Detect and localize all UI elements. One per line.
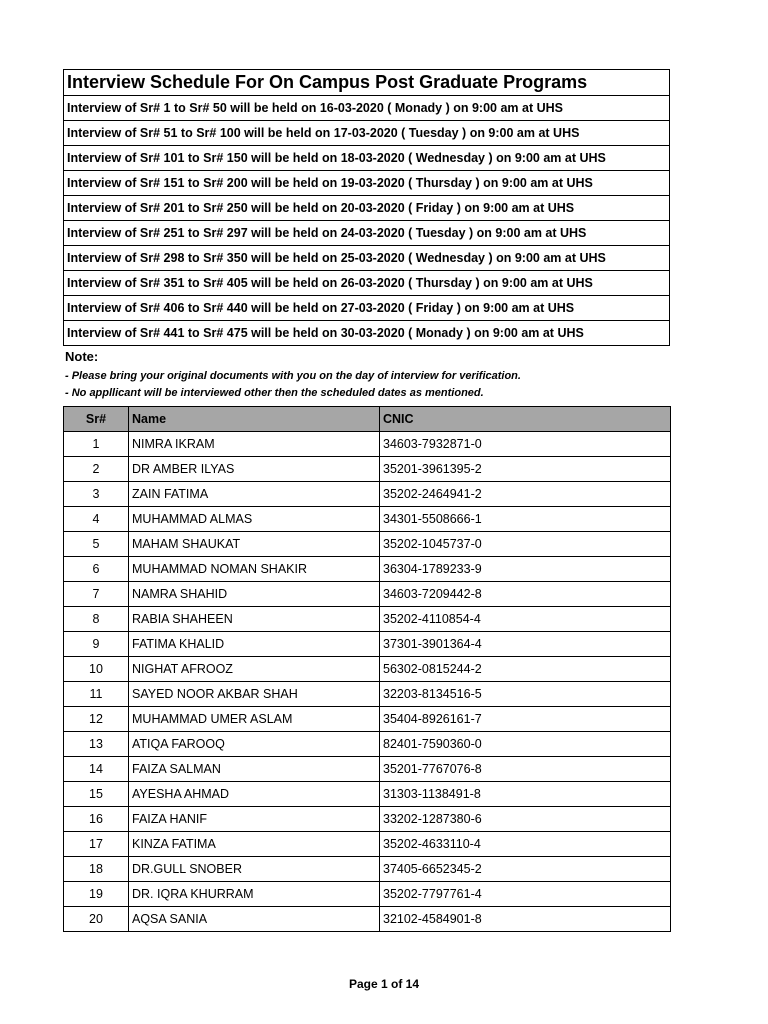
cell-cnic: 35201-7767076-8 [380,757,671,782]
table-row [64,757,671,782]
table-row [64,807,671,832]
cell-cnic: 34301-5508666-1 [380,507,671,532]
cell-name: FATIMA KHALID [129,632,380,657]
interview-schedule-table [63,69,670,346]
cell-name: NIMRA IKRAM [129,432,380,457]
cell-sr: 3 [64,482,129,507]
cell-sr: 13 [64,732,129,757]
table-row [64,507,671,532]
schedule-row [64,146,670,171]
cell-name: NAMRA SHAHID [129,582,380,607]
table-row [64,532,671,557]
cell-name: MUHAMMAD UMER ASLAM [129,707,380,732]
cell-cnic: 37301-3901364-4 [380,632,671,657]
cell-sr: 14 [64,757,129,782]
schedule-row-text: Interview of Sr# 151 to Sr# 200 will be held on 19-03-2020 ( Thursday ) on 9:00 am at UHS [64,171,670,196]
cell-cnic: 36304-1789233-9 [380,557,671,582]
schedule-row-text: Interview of Sr# 441 to Sr# 475 will be held on 30-03-2020 ( Monady ) on 9:00 am at UHS [64,321,670,346]
cell-sr: 6 [64,557,129,582]
schedule-title: Interview Schedule For On Campus Post Graduate Programs [64,70,670,96]
cell-sr: 20 [64,907,129,932]
schedule-row [64,171,670,196]
table-row [64,907,671,932]
table-row [64,582,671,607]
cell-name: MUHAMMAD NOMAN SHAKIR [129,557,380,582]
cell-cnic: 31303-1138491-8 [380,782,671,807]
column-header-sr: Sr# [64,407,129,432]
table-row [64,707,671,732]
cell-sr: 11 [64,682,129,707]
schedule-row [64,221,670,246]
cell-name: DR.GULL SNOBER [129,857,380,882]
schedule-row [64,246,670,271]
cell-sr: 1 [64,432,129,457]
table-row [64,782,671,807]
cell-cnic: 35202-2464941-2 [380,482,671,507]
table-row [64,457,671,482]
table-row [64,432,671,457]
cell-name: FAIZA SALMAN [129,757,380,782]
cell-name: AYESHA AHMAD [129,782,380,807]
cell-name: NIGHAT AFROOZ [129,657,380,682]
cell-name: DR AMBER ILYAS [129,457,380,482]
table-row [64,882,671,907]
table-row [64,632,671,657]
schedule-row-text: Interview of Sr# 101 to Sr# 150 will be held on 18-03-2020 ( Wednesday ) on 9:00 am at UHS [64,146,670,171]
applicant-table-header [64,407,671,432]
cell-name: DR. IQRA KHURRAM [129,882,380,907]
note-line: - Please bring your original documents with you on the day of interview for verification. [65,370,521,382]
cell-sr: 2 [64,457,129,482]
table-row [64,657,671,682]
schedule-row-text: Interview of Sr# 406 to Sr# 440 will be held on 27-03-2020 ( Friday ) on 9:00 am at UHS [64,296,670,321]
table-row [64,607,671,632]
cell-cnic: 56302-0815244-2 [380,657,671,682]
column-header-cnic: CNIC [380,407,671,432]
cell-cnic: 35201-3961395-2 [380,457,671,482]
cell-name: RABIA SHAHEEN [129,607,380,632]
cell-sr: 10 [64,657,129,682]
table-row [64,482,671,507]
column-header-name: Name [129,407,380,432]
cell-sr: 12 [64,707,129,732]
cell-sr: 4 [64,507,129,532]
schedule-row-text: Interview of Sr# 298 to Sr# 350 will be held on 25-03-2020 ( Wednesday ) on 9:00 am at UHS [64,246,670,271]
cell-name: AQSA SANIA [129,907,380,932]
applicant-table-body [64,432,671,932]
cell-cnic: 34603-7932871-0 [380,432,671,457]
schedule-row-text: Interview of Sr# 251 to Sr# 297 will be held on 24-03-2020 ( Tuesday ) on 9:00 am at UHS [64,221,670,246]
cell-cnic: 37405-6652345-2 [380,857,671,882]
schedule-row [64,121,670,146]
cell-sr: 7 [64,582,129,607]
cell-cnic: 32203-8134516-5 [380,682,671,707]
cell-cnic: 32102-4584901-8 [380,907,671,932]
schedule-row-text: Interview of Sr# 351 to Sr# 405 will be held on 26-03-2020 ( Thursday ) on 9:00 am at UHS [64,271,670,296]
table-row [64,857,671,882]
cell-sr: 19 [64,882,129,907]
cell-name: ATIQA FAROOQ [129,732,380,757]
cell-name: FAIZA HANIF [129,807,380,832]
table-row [64,732,671,757]
page-number: Page 1 of 14 [348,977,420,991]
cell-cnic: 34603-7209442-8 [380,582,671,607]
table-row [64,682,671,707]
cell-sr: 18 [64,857,129,882]
schedule-row-text: Interview of Sr# 1 to Sr# 50 will be held on 16-03-2020 ( Monady ) on 9:00 am at UHS [64,96,670,121]
cell-sr: 16 [64,807,129,832]
schedule-title-row [64,70,670,96]
table-row [64,557,671,582]
cell-cnic: 82401-7590360-0 [380,732,671,757]
note-heading: Note: [65,349,99,364]
cell-name: SAYED NOOR AKBAR SHAH [129,682,380,707]
schedule-row [64,271,670,296]
cell-cnic: 33202-1287380-6 [380,807,671,832]
cell-name: KINZA FATIMA [129,832,380,857]
cell-sr: 5 [64,532,129,557]
cell-cnic: 35202-4110854-4 [380,607,671,632]
cell-name: MAHAM SHAUKAT [129,532,380,557]
applicant-table [63,406,671,932]
cell-cnic: 35202-7797761-4 [380,882,671,907]
cell-cnic: 35202-4633110-4 [380,832,671,857]
cell-cnic: 35404-8926161-7 [380,707,671,732]
cell-name: MUHAMMAD ALMAS [129,507,380,532]
schedule-row [64,321,670,346]
schedule-row [64,196,670,221]
note-line: - No appllicant will be interviewed other then the scheduled dates as mentioned. [65,387,484,399]
cell-sr: 15 [64,782,129,807]
schedule-row [64,96,670,121]
cell-sr: 17 [64,832,129,857]
schedule-row-text: Interview of Sr# 51 to Sr# 100 will be held on 17-03-2020 ( Tuesday ) on 9:00 am at UHS [64,121,670,146]
cell-cnic: 35202-1045737-0 [380,532,671,557]
schedule-row-text: Interview of Sr# 201 to Sr# 250 will be held on 20-03-2020 ( Friday ) on 9:00 am at UHS [64,196,670,221]
table-row [64,832,671,857]
schedule-row [64,296,670,321]
cell-sr: 8 [64,607,129,632]
cell-sr: 9 [64,632,129,657]
cell-name: ZAIN FATIMA [129,482,380,507]
